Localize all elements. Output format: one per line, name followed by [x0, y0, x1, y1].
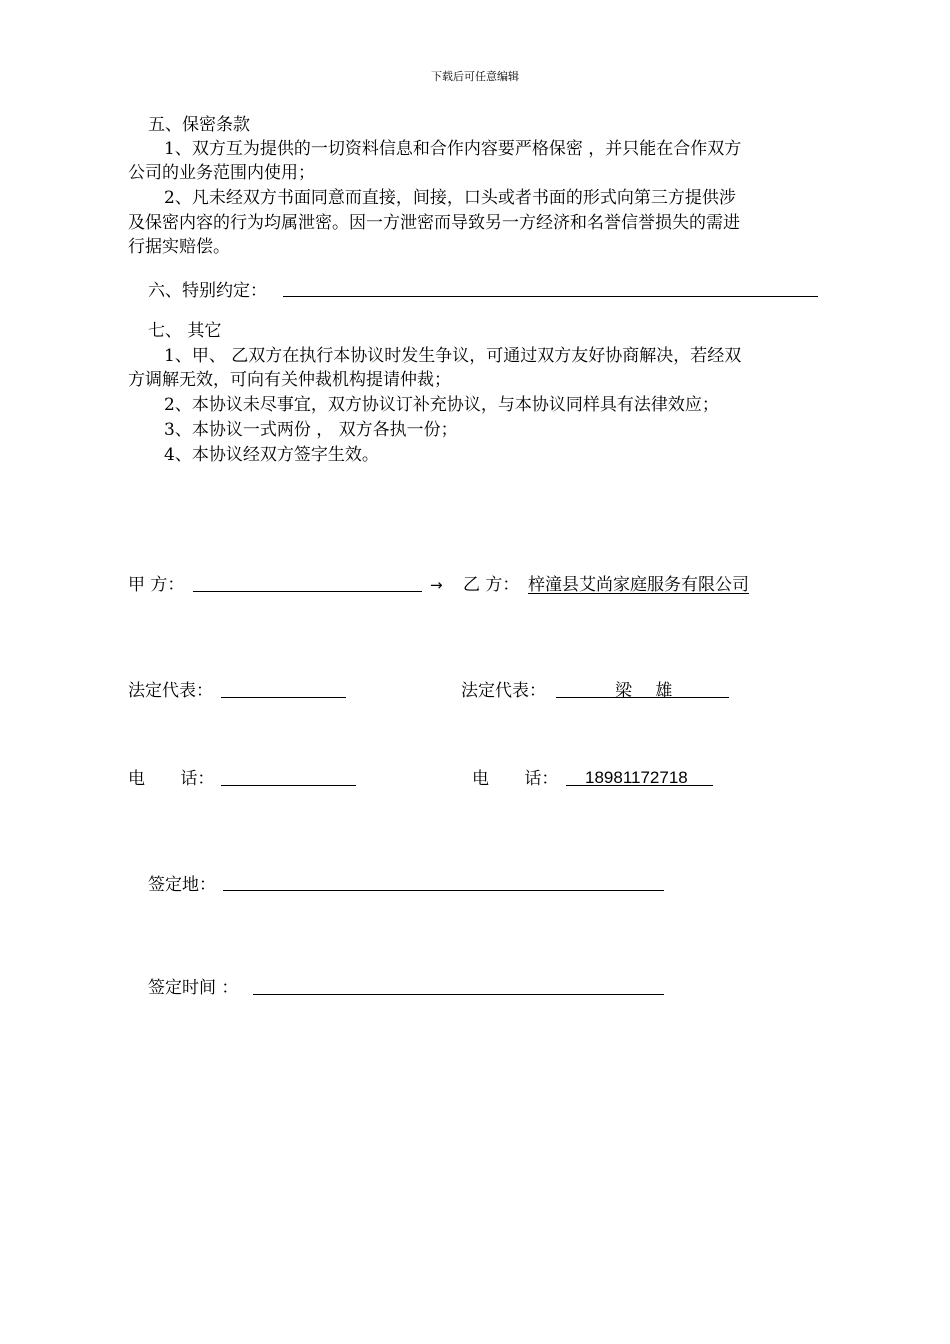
rep-b-value: 梁 雄 [615, 681, 673, 701]
party-b-label: 乙 方： [463, 575, 520, 595]
section-5-item-2-line-1: 2、凡未经双方书面同意而直接，间接，口头或者书面的形式向第三方提供涉 [164, 188, 736, 208]
section-7-item-1-line-1: 1、甲、 乙双方在执行本协议时发生争议，可通过双方友好协商解决，若经双 [164, 346, 742, 366]
section-7-title: 七、 其它 [148, 321, 222, 341]
section-7-item-1-line-2: 方调解无效，可向有关仲裁机构提请仲裁； [128, 370, 451, 390]
place-label: 签定地： [148, 875, 216, 895]
phone-b-label: 电 话： [472, 769, 559, 789]
section-5-item-2-line-2: 及保密内容的行为均属泄密。因一方泄密而导致另一方经济和名誉信誉损失的需进 [128, 213, 740, 233]
special-terms-blank[interactable] [283, 296, 818, 297]
section-7-item-3: 3、本协议一式两份 ， 双方各执一份； [164, 420, 458, 440]
page-header: 下载后可任意编辑 [431, 70, 519, 83]
rep-a-blank[interactable] [221, 697, 346, 698]
time-label: 签定时间 ： [148, 978, 239, 998]
phone-b-value: 18981172718 [585, 768, 688, 787]
section-5-item-1-line-2: 公司的业务范围内使用； [128, 163, 315, 183]
section-5-item-2-line-3: 行据实赔偿。 [128, 237, 230, 257]
section-6-title: 六、特别约定： [148, 281, 267, 301]
party-a-label: 甲 方： [128, 575, 185, 595]
section-5-title: 五、保密条款 [148, 115, 250, 135]
phone-a-label: 电 话： [128, 769, 215, 789]
section-7-item-2: 2、本协议未尽事宜，双方协议订补充协议，与本协议同样具有法律效应； [164, 395, 719, 415]
time-blank[interactable] [253, 994, 664, 995]
party-b-value: 梓潼县艾尚家庭服务有限公司 [528, 575, 749, 595]
place-blank[interactable] [223, 890, 664, 891]
section-5-item-1-line-1: 1、双方互为提供的一切资料信息和合作内容要严格保密 ，并只能在合作双方 [164, 139, 742, 159]
party-a-blank[interactable] [193, 591, 422, 592]
rep-b-label: 法定代表： [461, 681, 546, 701]
phone-a-blank[interactable] [221, 785, 356, 786]
section-7-item-4: 4、本协议经双方签字生效。 [164, 445, 379, 465]
rep-a-label: 法定代表： [128, 681, 213, 701]
arrow-icon: → [430, 576, 443, 594]
